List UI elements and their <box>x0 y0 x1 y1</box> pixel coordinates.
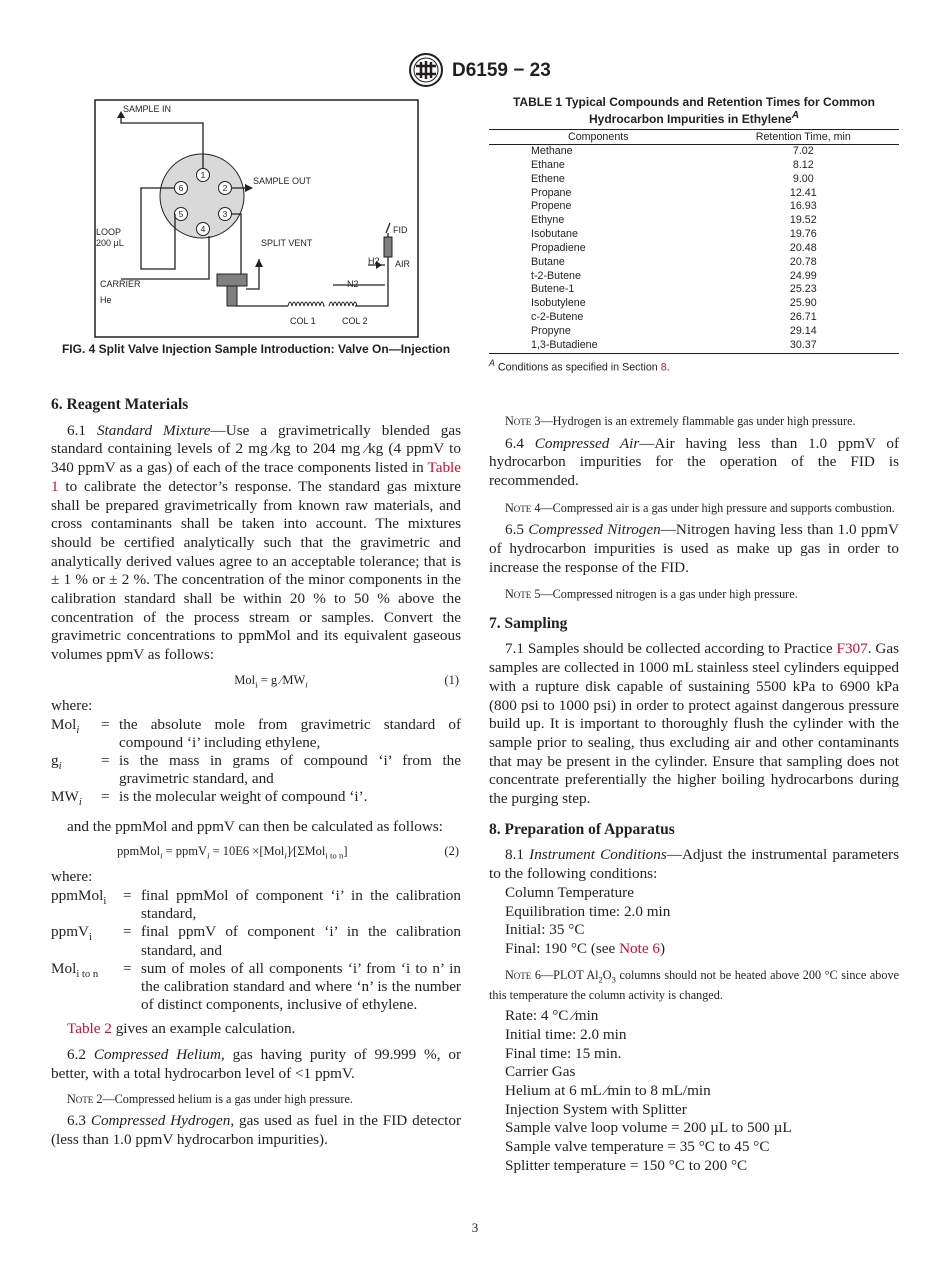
component-cell: Propane <box>531 186 572 199</box>
component-cell: Propyne <box>531 324 571 337</box>
retention-cell: 16.93 <box>789 200 817 213</box>
table-1-link[interactable]: Table 1 <box>51 459 461 495</box>
label-h2: H2 <box>368 256 380 266</box>
table-row <box>489 256 899 270</box>
note-2: Note 2—Compressed helium is a gas under high pressure. <box>67 1091 353 1106</box>
and-paragraph: and the ppmMol and ppmV can then be calculated as follows: <box>67 817 443 835</box>
component-cell: Propene <box>531 200 572 213</box>
table-row <box>489 339 899 353</box>
table-row <box>489 145 899 159</box>
component-cell: c-2-Butene <box>531 311 584 324</box>
retention-cell: 25.90 <box>789 297 817 310</box>
table-footnote: $^A$ Conditions as specified in Section 8. <box>489 357 670 374</box>
table-row <box>489 270 899 284</box>
table-row <box>489 187 899 201</box>
paragraph-7-1: 7.1 Samples should be collected according to Practice F307. Gas samples are collected in 1000 mL stainless steel cylinders equipped with a rupture disk capable of sustaining 5500 kPa to 6900 kPa (800 psi to 1000 psi) in order to protect against dangerous pressure build up. It is important to thoroughly flush the cylinder with the sample prior to sealing, thus excluding air and other contaminants that may be present in the cylinder. Ensure that sampling does not concentrate preferentially the higher boiling hydrocarbons during the purging step. <box>489 640 899 808</box>
section-8-link[interactable]: 8 <box>660 361 667 374</box>
equation-2: ppmMol$_i$ = ppmV$_i$ = 10E6 ×[Mol$_i$]⁄[ΣMol$_{i to n}$] (2) <box>117 844 459 861</box>
equation-1: Mol$_i$ = g $⁄MW_i$ (1) <box>234 672 459 690</box>
component-cell: Isobutylene <box>531 297 586 310</box>
paragraph-6-1: 6.1 Standard Mixture—Use a gravimetrically blended gas standard containing levels of 2 mg ⁄kg to 204 mg ⁄kg (4 ppmV to 340 ppmV as a gas) of each of the trace components listed in Table 1 to calibrate the detector’s response. The standard gas mixture shall be prepared gravimetrically from known raw materials, and cross contaminants shall be taken into account. The mixtures should be certified analytically such that the gravimetric and analytically derived values agree to an acceptable tolerance; that is ± 1 % or ± 2 %. The concentration of the minor components in the calibration standard shall be within 20 % to 50 % above the concentration of the process stream or samples. Convert the gravimetric concentrations to ppmMol and its equivalent gaseous volumes ppmV as follows: <box>51 421 461 664</box>
retention-cell: 20.48 <box>789 241 817 254</box>
note-3: Note 3—Hydrogen is an extremely flammable gas under high pressure. <box>505 414 856 428</box>
figure-caption: FIG. 4 Split Valve Injection Sample Introduction: Valve On—Injection <box>61 342 451 356</box>
port-1: 1 <box>200 170 206 180</box>
table-row <box>489 325 899 339</box>
retention-cell: 19.52 <box>789 214 817 227</box>
table-2-link[interactable]: Table 2 <box>67 1020 112 1038</box>
list-item: Final time: 15 min. <box>505 1044 622 1062</box>
section-8-heading: 8. Preparation of Apparatus <box>489 820 675 838</box>
component-cell: Methane <box>531 145 573 157</box>
list-item: Splitter temperature = 150 °C to 200 °C <box>505 1156 748 1174</box>
component-cell: Ethyne <box>531 214 565 227</box>
list-item: Final: 190 °C (see Note 6) <box>505 939 666 957</box>
definition-row: ppmMol$_i$ = final ppmMol of component ‘i’ in the calibration standard, <box>51 887 461 923</box>
retention-cell: 12.41 <box>789 186 817 199</box>
label-carrier: CARRIER <box>100 279 141 289</box>
left-column <box>51 396 461 1149</box>
definition-row: Mol$_i$ = the absolute mole from gravimetric standard of compound ‘i’ including ethylene, <box>51 715 461 751</box>
retention-cell: 26.71 <box>789 311 817 324</box>
column-header: Components <box>489 130 708 145</box>
table-row <box>489 283 899 297</box>
label-he: He <box>100 295 112 305</box>
definition-row: $MW_i$ = is the molecular weight of compound ‘i’. <box>51 788 368 809</box>
label-sample-out: SAMPLE OUT <box>253 176 312 186</box>
list-item: Sample valve loop volume = 200 µL to 500 µL <box>505 1119 792 1137</box>
port-3: 3 <box>222 209 228 219</box>
list-item: Injection System with Splitter <box>505 1100 687 1118</box>
table-row <box>489 228 899 242</box>
list-item: Carrier Gas <box>505 1063 576 1081</box>
table-row <box>489 311 899 325</box>
retention-cell: 24.99 <box>789 269 817 282</box>
retention-cell: 30.37 <box>708 339 899 353</box>
list-item: Initial: 35 °C <box>505 921 585 939</box>
f307-link[interactable]: F307 <box>836 640 868 658</box>
document-designation: D6159 − 23 <box>452 60 551 81</box>
table-2-reference: Table 2 gives an example calculation. <box>67 1020 296 1038</box>
table-row <box>489 173 899 187</box>
definition-row: Mol$_{i to n}$ = sum of moles of all components ‘i’ from ‘i to n’ in the calibration standard and where ‘n’ is the number of distinct components, inclusive of ethylene. <box>51 959 461 1014</box>
label-col1: COL 1 <box>290 316 316 326</box>
label-fid: FID <box>393 225 408 235</box>
list-item: Sample valve temperature = 35 °C to 45 °C <box>505 1138 770 1156</box>
retention-cell: 20.78 <box>789 255 817 268</box>
column-header: Retention Time, min <box>708 130 899 145</box>
paragraph-8-1: 8.1 Instrument Conditions—Adjust the instrumental parameters to the following conditions: <box>489 846 899 883</box>
label-air: AIR <box>395 259 411 269</box>
definitions-1 <box>51 716 461 813</box>
label-loop-volume: 200 µL <box>96 238 124 248</box>
component-cell: Butane <box>531 255 565 268</box>
retention-cell: 9.00 <box>792 172 814 185</box>
conditions-list-1 <box>489 884 899 959</box>
port-6: 6 <box>178 183 184 193</box>
label-split-vent: SPLIT VENT <box>261 238 313 248</box>
list-item: Rate: 4 °C ⁄min <box>505 1007 599 1025</box>
definition-row: ppmV$_i$ = final ppmV of component ‘i’ in the calibration standard, and <box>51 923 461 959</box>
table-row <box>489 297 899 311</box>
paragraph-6-5: 6.5 Compressed Nitrogen—Nitrogen having less than 1.0 ppmV of hydrocarbon impurities is used as make up gas in order to increase the response of the FID. <box>489 521 899 576</box>
component-cell: Ethane <box>531 158 565 171</box>
where-label: where: <box>51 868 93 886</box>
label-col2: COL 2 <box>342 316 368 326</box>
section-7-heading: 7. Sampling <box>489 614 568 632</box>
port-4: 4 <box>200 224 206 234</box>
component-cell: Isobutane <box>531 228 578 241</box>
retention-cell: 7.02 <box>792 145 814 157</box>
retention-cell: 25.23 <box>789 283 817 296</box>
table-row <box>489 214 899 228</box>
where-label: where: <box>51 696 93 714</box>
note-6: Note 6—PLOT $Al_2O_3$ columns should not be heated above 200 °C since above this temperature the column activity is changed. <box>489 967 899 1002</box>
note-4: Note 4—Compressed air is a gas under high pressure and supports combustion. <box>505 500 895 515</box>
label-loop: LOOP <box>96 227 122 237</box>
component-cell: Propadiene <box>531 241 586 254</box>
retention-cell: 8.12 <box>792 158 814 171</box>
component-cell: t-2-Butene <box>531 269 581 282</box>
table-row <box>489 159 899 173</box>
list-item: Equilibration time: 2.0 min <box>505 902 671 920</box>
page-number: 3 <box>471 1220 479 1235</box>
table-row <box>489 242 899 256</box>
retention-table <box>489 129 899 354</box>
component-cell: Butene-1 <box>531 283 575 296</box>
conditions-list-2 <box>489 1007 899 1175</box>
retention-cell: 19.76 <box>789 228 817 241</box>
component-cell: 1,3-Butadiene <box>489 339 708 353</box>
note-6-link[interactable]: Note 6 <box>619 939 660 957</box>
table-row <box>489 200 899 214</box>
label-sample-in: SAMPLE IN <box>123 104 172 114</box>
port-5: 5 <box>178 209 184 219</box>
paragraph-6-3: 6.3 Compressed Hydrogen, gas used as fuel in the FID detector (less than 1.0 ppmV hydrocarbon impurities). <box>51 1112 462 1148</box>
table-1 <box>489 95 899 373</box>
port-2: 2 <box>222 183 228 193</box>
paragraph-6-4: 6.4 Compressed Air—Air having less than 1.0 ppmV of hydrocarbon impurities for the operation of the FID is recommended. <box>489 434 899 489</box>
astm-logo-icon <box>408 52 444 88</box>
right-column <box>489 414 899 1175</box>
list-item: Initial time: 2.0 min <box>505 1025 627 1043</box>
definitions-2 <box>51 887 461 1014</box>
list-item: Helium at 6 mL ⁄min to 8 mL/min <box>505 1081 711 1099</box>
component-cell: Ethene <box>531 172 565 185</box>
table-title: TABLE 1 Typical Compounds and Retention Times for Common Hydrocarbon Impurities in Ethylene$^A$ <box>512 95 876 126</box>
list-item: Column Temperature <box>505 883 634 901</box>
note-5: Note 5—Compressed nitrogen is a gas under high pressure. <box>505 587 798 602</box>
split-valve-diagram <box>93 99 420 339</box>
label-n2: N2 <box>347 279 359 289</box>
retention-cell: 29.14 <box>789 324 817 337</box>
page-header <box>0 52 950 88</box>
section-6-heading: 6. Reagent Materials <box>51 396 189 413</box>
paragraph-6-2: 6.2 Compressed Helium, gas having purity of 99.999 %, or better, with a total hydrocarbon level of <1 ppmV. <box>51 1046 461 1082</box>
definition-row: $g_i$ = is the mass in grams of compound ‘i’ from the gravimetric standard, and <box>51 751 461 788</box>
